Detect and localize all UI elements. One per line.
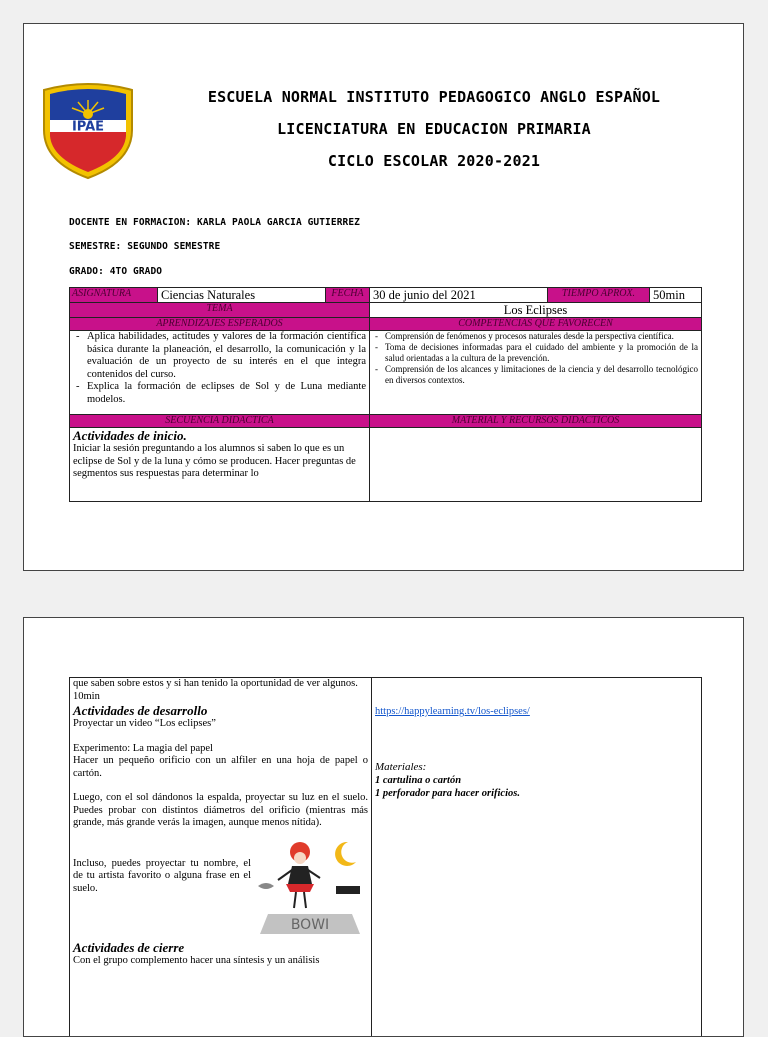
tema-value: Los Eclipses [370,303,702,318]
aprendizaje-item: - Explica la formación de eclipses de Sol y de Luna mediante modelos. [87,381,366,406]
projection-section [73,830,368,920]
desarrollo-title: Actividades de desarrollo [73,703,368,718]
drawing-text: BOWI [291,917,329,933]
program-name: LICENCIATURA EN EDUCACION PRIMARIA [134,120,734,138]
girl-moon-drawing-icon [256,830,366,938]
logo-text: IPAE [72,120,104,135]
competencia-item: - Comprensión de fenómenos y procesos naturales desde la perspectiva científica. [385,331,698,342]
tiempo-value: 50min [650,288,702,303]
aprendizajes-label: APRENDIZAJES ESPERADOS [70,318,370,331]
tiempo-label: TIEMPO APROX. [548,288,650,303]
asignatura-label: ASIGNATURA [70,288,158,303]
semester-line: SEMESTRE: SEGUNDO SEMESTRE [69,241,220,252]
desarrollo-video: Proyectar un video “Los eclipses” [73,718,368,731]
secuencia-cell-continued [70,678,372,1037]
secuencia-label: SECUENCIA DIDACTICA [70,415,370,428]
aprendizaje-item: - Aplica habilidades, actitudes y valores de la formación científica básica durante la planeación, el desarrollo, la comunicación y la evaluación de un proyecto de su interés en el que integra contenidos del curso. [87,331,366,381]
lesson-plan-table [69,287,702,502]
video-link[interactable]: https://happylearning.tv/los-eclipses/ [375,706,698,717]
competencias-cell [370,331,702,415]
asignatura-value: Ciencias Naturales [158,288,326,303]
cierre-text: Con el grupo complemento hacer una síntesis y un análisis [73,955,368,968]
material-cell-continued [372,678,702,1037]
luego-text: Luego, con el sol dándonos la espalda, proyectar su luz en el suelo. Puedes probar con distintos diámetros del orificio (mientras más grande, más grande verás la imagen, aunque menos nítida). [73,792,368,830]
inicio-time: 10min [73,691,368,704]
school-logo-shield-icon [36,80,140,180]
competencias-label: COMPETENCIAS QUE FAVORECEN [370,318,702,331]
incluso-text: Incluso, puedes proyectar tu nombre, el de tu artista favorito o alguna frase en el suelo. [73,830,251,896]
material-label: MATERIAL Y RECURSOS DIDACTICOS [370,415,702,428]
competencia-item: - Comprensión de los alcances y limitaciones de la ciencia y del desarrollo tecnológico en diversos contextos. [385,364,698,386]
cierre-title: Actividades de cierre [73,940,368,955]
fecha-label: FECHA [326,288,370,303]
inicio-continuation: que saben sobre estos y si han tenido la oportunidad de ver algunos. [73,678,368,691]
lesson-plan-table-continued [69,677,702,1037]
school-name: ESCUELA NORMAL INSTITUTO PEDAGOGICO ANGLO ESPAÑOL [134,88,734,106]
material-item: 1 perforador para hacer orificios. [375,787,698,800]
experimento-text: Hacer un pequeño orificio con un alfiler en una hoja de papel o cartón. [73,755,368,780]
secuencia-cell [70,428,370,502]
competencia-item: - Toma de decisiones informadas para el cuidado del ambiente y la promoción de la salud orientadas a la cultura de la prevención. [385,342,698,364]
aprendizajes-cell [70,331,370,415]
school-cycle: CICLO ESCOLAR 2020-2021 [134,152,734,170]
document-page-1 [23,23,744,571]
experimento-title: Experimento: La magia del papel [73,743,368,756]
teacher-line: DOCENTE EN FORMACION: KARLA PAOLA GARCIA GUTIERREZ [69,217,360,228]
tema-label: TEMA [70,303,370,318]
fecha-value: 30 de junio del 2021 [370,288,548,303]
inicio-title: Actividades de inicio. [73,428,366,443]
material-item: 1 cartulina o cartón [375,774,698,787]
materiales-label: Materiales: [375,761,698,774]
grade-line: GRADO: 4TO GRADO [69,266,162,277]
material-cell [370,428,702,502]
inicio-text: Iniciar la sesión preguntando a los alumnos si saben lo que es un eclipse de Sol y de la luna y cómo se producen. Hacer preguntas de segmentos sus respuestas para determinar lo [73,443,366,481]
document-page-2 [23,617,744,1037]
